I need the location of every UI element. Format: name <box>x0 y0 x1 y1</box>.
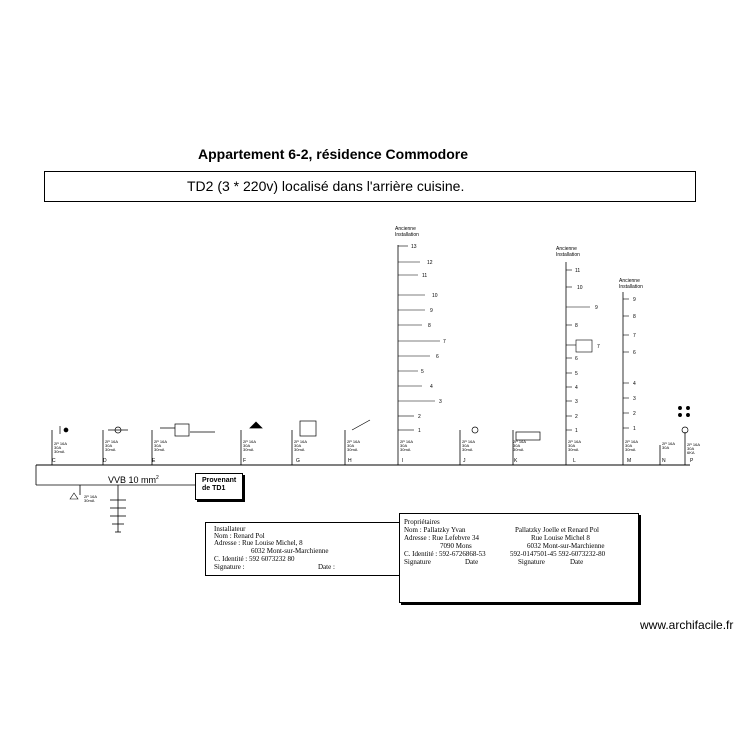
column-heading: Ancienne <box>619 278 640 284</box>
breaker-rating: 2P 16A <box>462 439 476 444</box>
installer-id: C. Identité : 592 6073232 80 <box>214 555 295 563</box>
circuit-letter: C <box>52 458 56 464</box>
svg-text:7: 7 <box>597 344 600 350</box>
owner-city-b: 6032 Mont-sur-Marchienne <box>527 542 605 550</box>
breaker-rating: 30mA <box>568 447 579 452</box>
breaker-rating: 2P 16A <box>625 439 639 444</box>
owner-name-b: Pallatzky Joelle et Renard Pol <box>515 526 599 534</box>
svg-text:13: 13 <box>411 244 417 250</box>
svg-text:2: 2 <box>633 411 636 417</box>
owner-date-b: Date <box>570 558 584 566</box>
breaker-rating: 30A <box>347 443 355 448</box>
description-text: TD2 (3 * 220v) localisé dans l'arrière cuisine. <box>187 178 465 194</box>
installer-city: 6032 Mont-sur-Marchienne <box>251 547 329 555</box>
circuit-letter: E <box>152 458 156 464</box>
owner-address: Adresse : Rue Lefebvre 34 <box>404 534 480 542</box>
doorbell-icon <box>686 413 689 416</box>
column-heading: Ancienne <box>395 226 416 232</box>
owner-city: 7090 Mons <box>440 542 472 550</box>
breaker-rating: 30mA <box>154 447 165 452</box>
breaker-rating: 2P 16A <box>568 439 582 444</box>
installer-heading: Installateur <box>214 525 246 533</box>
breaker-rating: 2P 16A <box>154 439 168 444</box>
circuit-letter: L <box>573 458 576 464</box>
column-l-numbers <box>575 268 600 434</box>
breaker-rating: 2P 16A <box>347 439 361 444</box>
breaker-rating: 30A <box>400 443 408 448</box>
breaker-rating: 30mA <box>243 447 254 452</box>
circuit-letter: D <box>103 458 107 464</box>
circuit-letters <box>52 458 694 464</box>
svg-text:8: 8 <box>575 323 578 329</box>
installer-address: Adresse : Rue Louise Michel, 8 <box>214 539 303 547</box>
svg-text:10: 10 <box>432 293 438 299</box>
breaker-rating: 30A <box>105 443 113 448</box>
breaker-rating: 2P 16A <box>294 439 308 444</box>
column-m-branches <box>623 299 629 428</box>
svg-text:11: 11 <box>575 268 581 274</box>
breaker-rating: 30mA <box>462 447 473 452</box>
junction-box-icon <box>300 421 316 436</box>
supply-cable-label: VVB 10 $mm^2$ <box>108 475 159 485</box>
column-heading: Installation <box>395 232 419 238</box>
lamp-icon <box>250 422 262 428</box>
svg-text:4: 4 <box>430 384 433 390</box>
svg-text:4: 4 <box>575 385 578 391</box>
circuit-letter: F <box>243 458 247 464</box>
svg-text:7: 7 <box>443 339 446 345</box>
breaker-rating: 2P 16A <box>400 439 414 444</box>
circuit-letter: I <box>402 458 404 464</box>
breaker-rating: 30mA <box>513 447 524 452</box>
breaker-ratings <box>54 439 700 503</box>
breaker-rating: 30mA <box>84 498 95 503</box>
supply-source-box <box>195 473 243 500</box>
svg-text:9: 9 <box>430 308 433 314</box>
breaker-rating: 2P 16A <box>243 439 257 444</box>
column-m-numbers <box>633 297 636 432</box>
fan-icon <box>472 427 478 433</box>
breaker-rating: 30mA <box>400 447 411 452</box>
owner-signature-b: Signature <box>518 558 545 566</box>
svg-text:2: 2 <box>575 414 578 420</box>
appliance-icon <box>175 424 189 436</box>
column-headings <box>395 226 643 290</box>
switch-icon <box>352 420 370 430</box>
breaker-rating: 30A <box>662 445 670 450</box>
breaker-rating: 30A <box>462 443 470 448</box>
svg-text:6: 6 <box>575 356 578 362</box>
column-heading: Ancienne <box>556 246 577 252</box>
svg-text:10: 10 <box>577 285 583 291</box>
circuit-letter: M <box>627 458 632 464</box>
owner-id: C. Identité : 592-6726868-53 <box>404 550 486 558</box>
circuit-letter: K <box>514 458 518 464</box>
svg-text:12: 12 <box>427 260 433 266</box>
breaker-rating: 2P 16A <box>105 439 119 444</box>
breaker-rating: 2P 16A <box>662 441 676 446</box>
column-heading: Installation <box>556 252 580 258</box>
page-title: Appartement 6-2, résidence Commodore <box>198 146 468 162</box>
owner-card <box>399 513 639 603</box>
owner-date: Date <box>465 558 479 566</box>
breaker-rating: 30A <box>243 443 251 448</box>
column-l-branches <box>566 270 592 430</box>
breaker-rating: 2P 16A <box>513 439 527 444</box>
svg-text:3: 3 <box>439 399 442 405</box>
svg-text:1: 1 <box>418 428 421 434</box>
svg-text:9: 9 <box>633 297 636 303</box>
supply-source-line1: Provenant <box>202 477 237 484</box>
breaker-rating: 30mA <box>625 447 636 452</box>
supply-source-line2: de TD1 <box>202 485 226 492</box>
watermark[interactable]: www.archifacile.fr <box>640 618 734 632</box>
breaker-rating: 2P 16A <box>54 441 68 446</box>
breaker-rating: 30A <box>513 443 521 448</box>
svg-text:1: 1 <box>633 426 636 432</box>
svg-text:2: 2 <box>418 414 421 420</box>
breaker-rating: 30mA <box>105 447 116 452</box>
breaker-rating: 30mA <box>54 449 65 454</box>
breaker-rating: 30A <box>625 443 633 448</box>
device-symbols <box>60 406 690 440</box>
circuit-letter: H <box>348 458 352 464</box>
breaker-rating: 30A <box>154 443 162 448</box>
owner-name: Nom : Pallatzky Yvan <box>404 526 466 534</box>
svg-text:8: 8 <box>428 323 431 329</box>
circuit-letter: P <box>690 458 694 464</box>
column-i-branches <box>398 246 440 430</box>
breaker-rating: 30mA <box>294 447 305 452</box>
breaker-rating: 30A <box>687 446 695 451</box>
breaker-rating: 30mA <box>347 447 358 452</box>
installer-signature: Signature : <box>214 563 245 571</box>
installer-date: Date : <box>318 563 335 571</box>
installer-name: Nom : Renard Pol <box>214 532 265 540</box>
svg-text:3: 3 <box>633 396 636 402</box>
breaker-rating: 2P 16A <box>84 494 98 499</box>
svg-text:1: 1 <box>575 428 578 434</box>
svg-text:11: 11 <box>422 273 428 279</box>
column-i-numbers <box>411 244 446 434</box>
installer-card <box>205 522 400 576</box>
breaker-rating: 30A <box>568 443 576 448</box>
breaker-rating: 30A <box>54 445 62 450</box>
breaker-rating: 30A <box>294 443 302 448</box>
svg-text:9: 9 <box>595 305 598 311</box>
owner-heading: Propriétaires <box>404 518 440 526</box>
svg-text:5: 5 <box>421 369 424 375</box>
svg-text:7: 7 <box>633 333 636 339</box>
circuit-letter: G <box>296 458 300 464</box>
breaker-rating: 2P 16A <box>687 442 701 447</box>
circuit-letter: J <box>463 458 466 464</box>
svg-text:8: 8 <box>633 314 636 320</box>
svg-text:5: 5 <box>575 371 578 377</box>
circuit-drops <box>52 245 685 465</box>
circuit-letter: N <box>662 458 666 464</box>
svg-text:3: 3 <box>575 399 578 405</box>
breaker-rating: 6KA <box>687 450 695 455</box>
owner-id-b: 592-0147501-45 592-6073232-80 <box>510 550 606 558</box>
owner-address-b: Rue Louise Michel 8 <box>531 534 590 542</box>
outlet-icon <box>64 428 68 432</box>
svg-text:6: 6 <box>633 350 636 356</box>
svg-text:6: 6 <box>436 354 439 360</box>
warning-icon <box>70 493 78 499</box>
owner-signature: Signature <box>404 558 431 566</box>
column-heading: Installation <box>619 284 643 290</box>
svg-text:4: 4 <box>633 381 636 387</box>
